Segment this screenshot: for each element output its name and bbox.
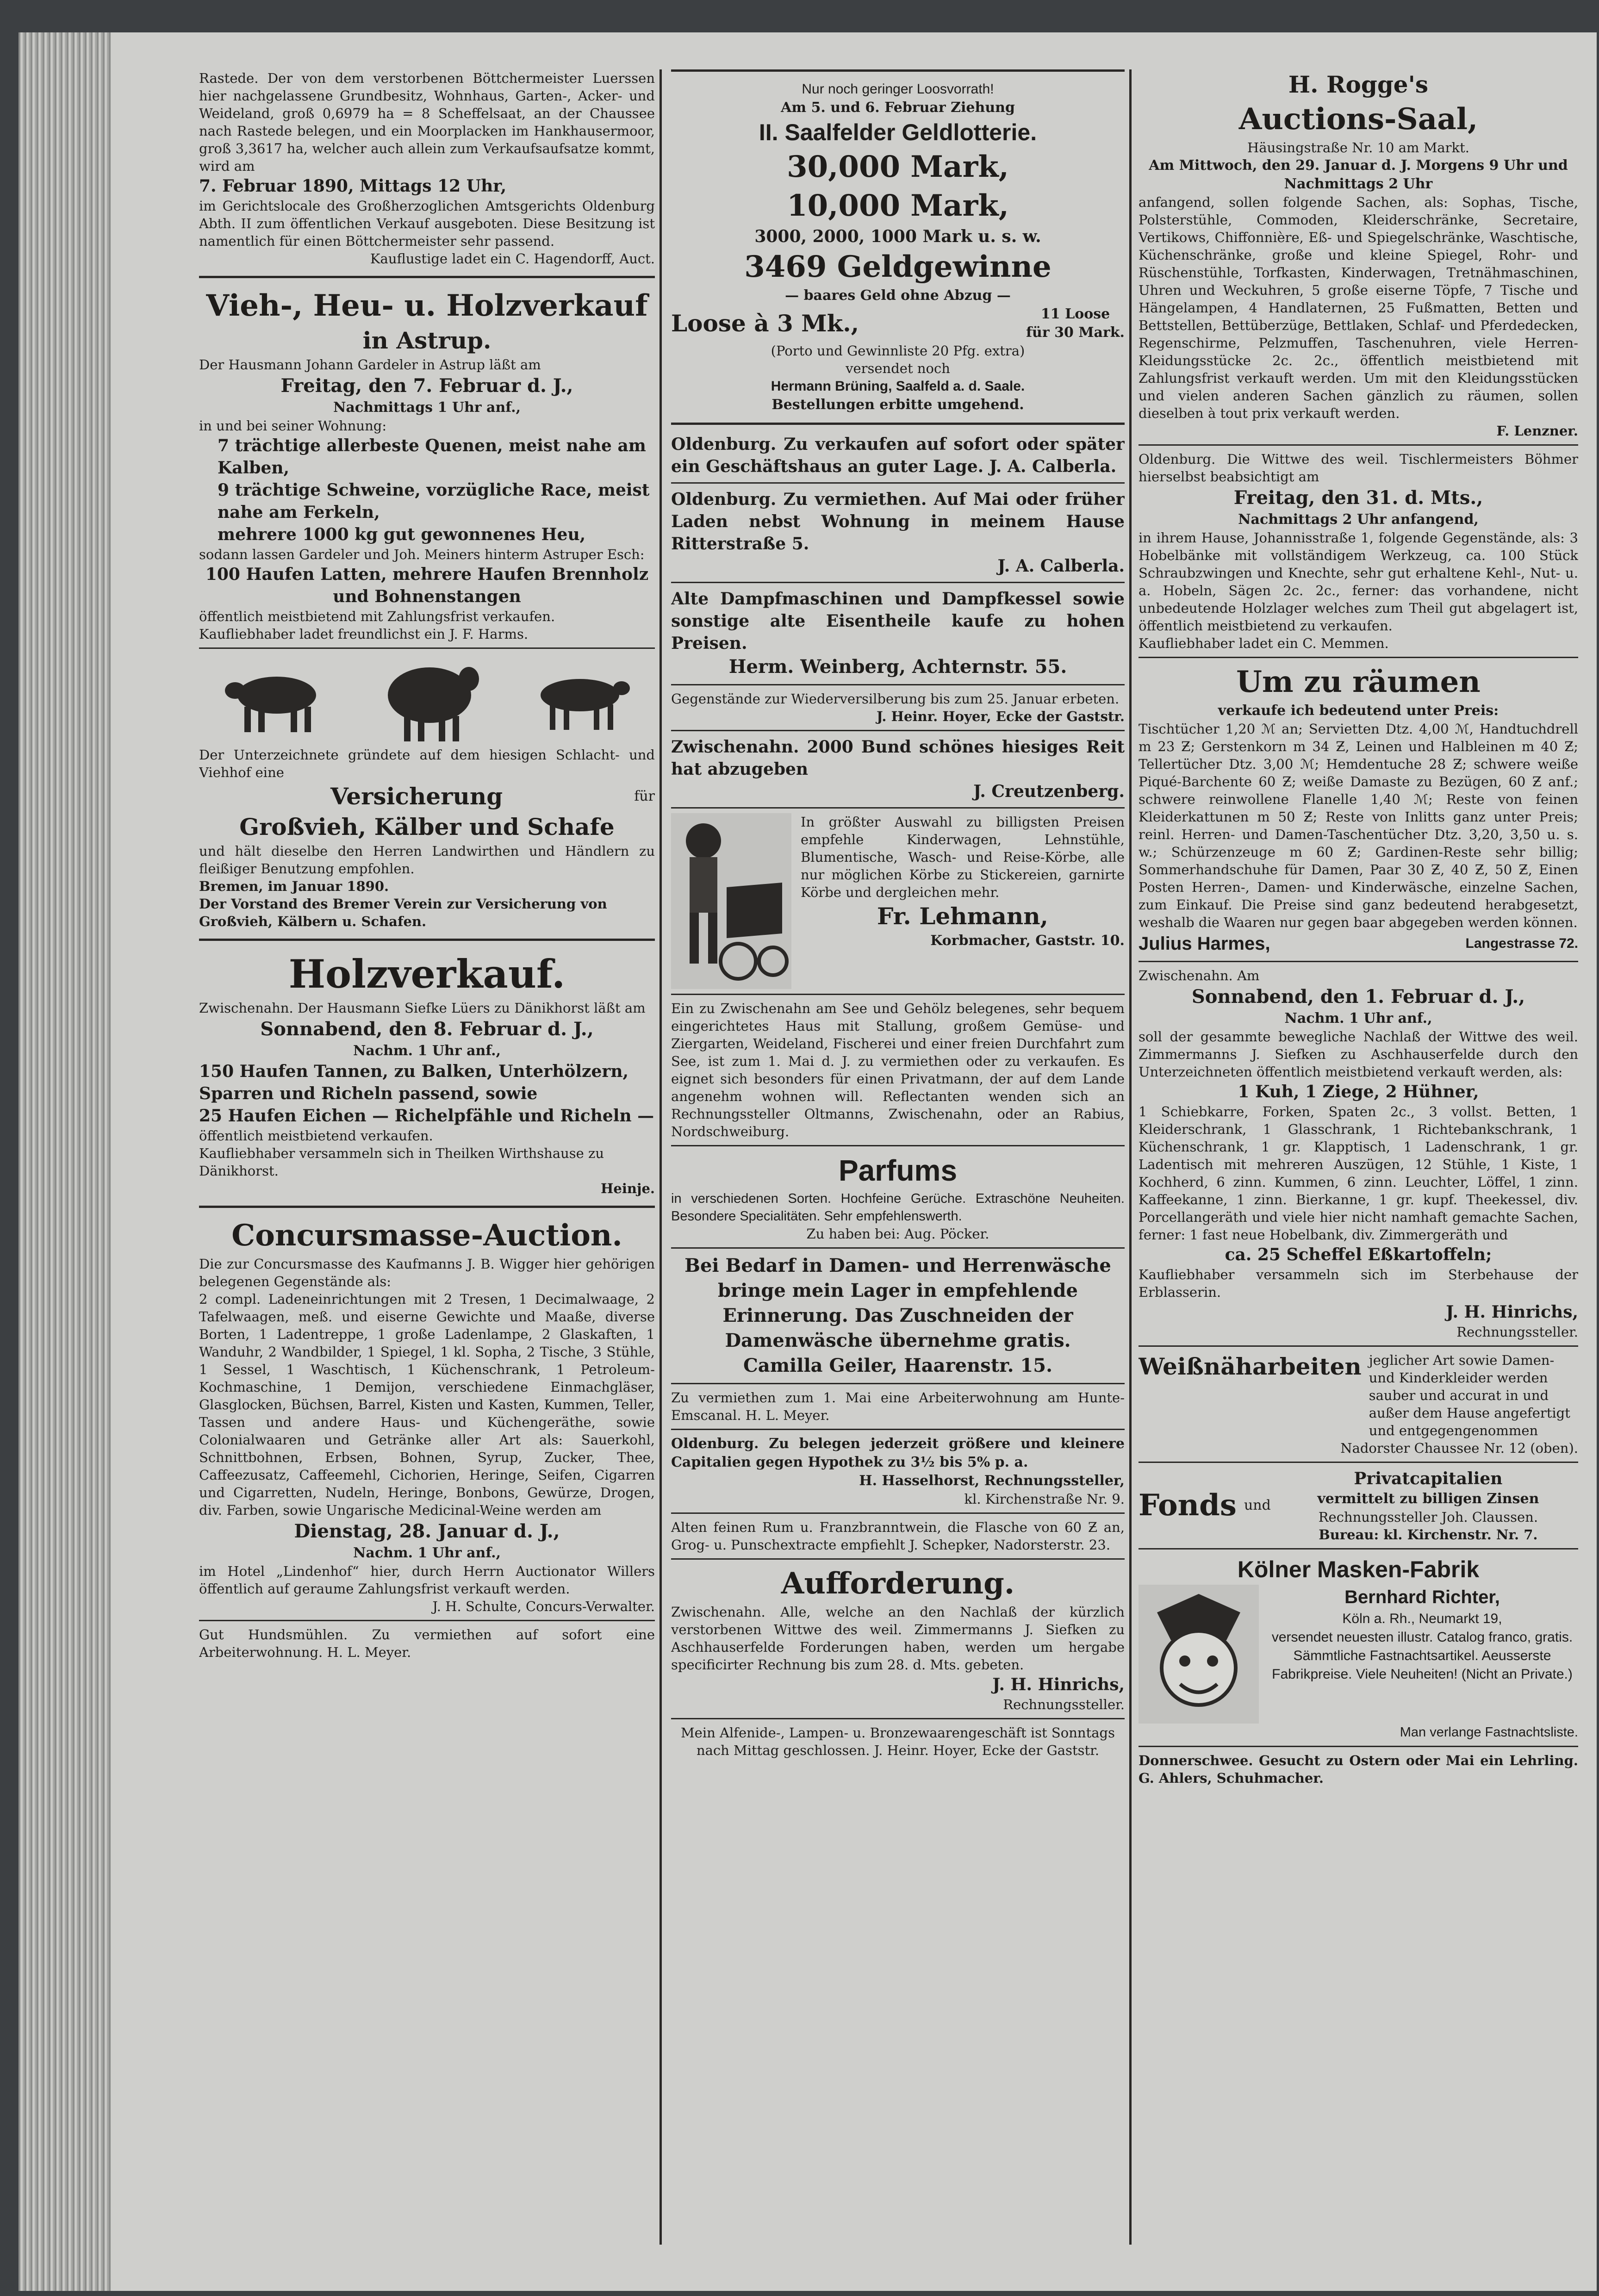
ad-body: Gegenstände zur Wiederversilberung bis zum 25. Januar erbeten. [671,691,1120,707]
ad-geiler [671,1253,1125,1378]
ad-body: Zwischenahn. Alle, welche an den Nachlaß der kürzlich verstorbenen Wittwe des weil. Zimmermanns J. Siefken zu Aschhauserfelde Forderungen haben, werden um hergabe specificirter Rechnung bis zum 28. d. Mts. gebeten. [671,1604,1125,1673]
ad-concurs [199,1216,655,1615]
ad-body: versendet neuesten illustr. Catalog franco, gratis. Sämmtliche Fastnachtsartikel. Aeusserste Fabrikpreise. Viele Neuheiten! (Nicht an Private.) [1271,1630,1573,1682]
ad-line: vermittelt zu billigen Zinsen [1317,1491,1539,1507]
ad-aufforderung [671,1564,1125,1713]
ad-banner: Nur noch geringer Loosvorrath! [802,81,994,97]
ad-date: 7. Februar 1890, Mittags 12 Uhr, [199,176,507,196]
ad-title: II. Saalfelder Geldlotterie. [759,119,1037,145]
ad-date: Freitag, den 7. Februar d. J., [280,375,573,397]
ad-body: in verschiedenen Sorten. Hochfeine Gerüche. Extraschöne Neuheiten. Besondere Specialitäten. Sehr empfehlenswerth. [671,1191,1125,1224]
ad-schepker: Alten feinen Rum u. Franzbranntwein, die Flasche von 60 Ƶ an, Grog- u. Punschextracte empfiehlt J. Schepker, Nadorsterstr. 23. [671,1519,1125,1553]
ad-body: Zwischenahn. Der Hausmann Siefke Lüers zu Dänikhorst läßt am [199,1000,646,1016]
ad-sign: H. Hasselhorst, Rechnungssteller, [859,1473,1125,1489]
ad-date: Freitag, den 31. d. Mts., [1233,487,1483,509]
ad-title: Großvieh, Kälber und Schafe [239,813,615,840]
ad-title: H. Rogge's [1288,71,1429,98]
ox-icon [224,665,330,734]
ad-weinberg [671,588,1125,679]
ad-time: Nachm. 1 Uhr anf., [353,1545,501,1561]
ad-title: Concursmasse-Auction. [231,1218,622,1253]
ad-body: öffentlich meistbietend mit Zahlungsfrist verkaufen. [199,609,555,624]
ad-lotterie [671,69,1125,414]
ad-ahlers: Donnerschwee. Gesucht zu Ostern oder Mai ein Lehrling. G. Ahlers, Schuhmacher. [1139,1753,1578,1786]
ad-sign: Der Vorstand des Bremer Verein zur Versicherung von Großvieh, Kälbern u. Schafen. [199,896,607,929]
ad-name: Hermann Brüning, Saalfeld a. d. Saale. [771,379,1025,394]
ad-sign: J. Creutzenberg. [973,782,1125,801]
ad-role: Rechnungssteller. [1003,1697,1125,1712]
ad-body: in und bei seiner Wohnung: [199,418,387,434]
ad-body: Oldenburg. Die Wittwe des weil. Tischlermeisters Böhmer hierselbst beabsichtigt am [1139,451,1578,485]
column-1 [199,69,655,2240]
ad-body: Kaufliebhaber versammeln sich in Theilken Wirthshause zu Dänikhorst. [199,1145,604,1179]
ad-item: 100 Haufen Latten, mehrere Haufen Brennholz und Bohnenstangen [205,565,649,606]
ad-body: und hält dieselbe den Herren Landwirthen und Händlern zu fleißiger Benutzung empfohlen. [199,843,655,877]
ad-title: Auctions-Saal, [1238,102,1478,137]
ad-sign: Kauflustige ladet ein C. Hagendorff, Auct. [370,251,655,267]
ad-sign: J. A. Calberla. [997,556,1125,576]
ad-body: Alte Dampfmaschinen und Dampfkessel sowie sonstige alte Eisentheile kaufe zu hohen Preisen. [671,589,1125,653]
ad-sign: Herm. Weinberg, Achternstr. 55. [728,656,1067,678]
ad-sign: Camilla Geiler, Haarenstr. 15. [743,1355,1053,1376]
sheep-icon [379,658,480,741]
ad-calberla-2 [671,488,1125,577]
ad-body: anfangend, sollen folgende Sachen, als: Sophas, Tische, Polsterstühle, Commoden, Kleiderschränke, Secretaire, Vertikows, Chiffonnière, Eß- und Spiegelschränke, Waschtische, Küchenschränke, große und kleine Spiegel, Rohr- und Rüschenstühle, Torfkasten, Kinderwagen, Tretnähmaschinen, Uhren und Weckuhren, 5 große eiserne Töpfe, 7 Tische und Hängelampen, 4 Handlaternen, 25 Fußmatten, Betten und Bettstellen, Bettüberzüge, Bettlaken, Schlaf- und Pferdedecken, Regenschirme, Pelzmuffen, Taschenuhren, viele Herren-Kleidungsstücke 2c. 2c., öffentlich meistbietend mit Zahlungsfrist verkauft werden. Um mit den Kleidungsstücken und vielen anderen Sachen gänzlich zu räumen, sollen dieselben à tout prix verkauft werden. [1139,194,1578,421]
ad-place: Bremen, im Januar 1890. [199,878,389,894]
ad-body: Bei Bedarf in Damen- und Herrenwäsche bringe mein Lager in empfehlende Erinnerung. Das Zuschneiden der Damenwäsche übernehme gratis. [684,1255,1111,1351]
ad-holzverkauf [199,949,655,1197]
ad-line: Rechnungssteller Joh. Claussen. [1318,1509,1538,1525]
ad-body: im Gerichtslocale des Großherzoglichen Amtsgerichts Oldenburg Abth. II zum öffentlichen Verkauf ausgeboten. Diese Besitzung ist namentlich für einen Böttchermeister sehr passend. [199,198,655,249]
ad-date: Dienstag, 28. Januar d. J., [294,1520,560,1542]
ad-hasselhorst [671,1435,1125,1508]
ad-prize: 30,000 Mark, [787,149,1009,184]
ad-loose-side: 11 Loose [1040,306,1110,322]
ad-item: 1 Kuh, 1 Ziege, 2 Hühner, [1238,1082,1479,1101]
ad-fuer: für [634,788,655,804]
ad-total: 3469 Geldgewinne [744,249,1051,284]
ad-title: Holzverkauf. [288,951,566,997]
ad-title: Fonds [1139,1488,1237,1523]
ad-body: jeglicher Art sowie Damen- und Kinderkleider werden sauber und accurat in und außer dem Hause angefertigt und entgegengenommen [1369,1352,1570,1438]
jester-mask-icon [1139,1585,1259,1724]
ad-lehmann [671,813,1125,989]
ad-addr: Köln a. Rh., Neumarkt 19, [1342,1611,1502,1626]
ad-tischler [1139,450,1578,652]
ad-rastede [199,69,655,268]
ad-item: ca. 25 Scheffel Eßkartoffeln; [1225,1245,1492,1264]
ad-item: 25 Haufen Eichen — Richelpfähle und Richeln — [199,1106,654,1126]
ad-addr: Korbmacher, Gaststr. 10. [930,933,1125,949]
ad-name: Fr. Lehmann, [877,902,1048,930]
ad-role: Rechnungssteller. [1456,1324,1578,1340]
ad-prizes: 3000, 2000, 1000 Mark u. s. w. [754,227,1041,246]
ad-sub: verkaufe ich bedeutend unter Preis: [1218,703,1499,719]
ad-sign: Kaufliebhaber ladet freundlichst ein J. F. Harms. [199,626,529,642]
ad-sign: Zu haben bei: Aug. Pöcker. [806,1226,989,1242]
ad-title: Parfums [838,1154,958,1187]
ad-prize: 10,000 Mark, [787,188,1009,223]
ad-addr: kl. Kirchenstraße Nr. 9. [964,1491,1125,1507]
page-edge [19,32,111,2291]
ad-raeumen [1139,663,1578,956]
ad-loose-side: für 30 Mark. [1026,324,1125,341]
ad-porto: (Porto und Gewinnliste 20 Pfg. extra) [771,343,1025,359]
ad-body: Oldenburg. Zu belegen jederzeit größere und kleinere Capitalien gegen Hypothek zu 3½ bis 5% p. a. [671,1436,1125,1470]
ad-body: 2 compl. Ladeneinrichtungen mit 2 Tresen, 1 Decimalwaage, 2 Tafelwaagen, meß. und eiserne Gewichte und Maaße, diverse Borten, 1 Ladentreppe, 1 große Ladenlampe, 2 Glaskaften, 1 Wanduhr, 2 Wandbilder, 1 Spiegel, 1 kl. Sopha, 2 Tische, 3 Stühle, 1 Sessel, 1 Waschtisch, 1 Küchenschrank, 1 Petroleum-Kochmaschine, 1 Demijon, verschiedene Einmachgläser, Glasglocken, Büchsen, Barrel, Kisten und Kasten, Kummen, Teller, Tassen und andere Haus- und Küchengeräthe, sowie Colonialwaaren und Getränke aller Art als: Sauerkohl, Schnittbohnen, Erbsen, Bohnen, Syrup, Zucker, Thee, Caffeezusatz, Caffeemehl, Cichorien, Heringe, Seifen, Cigarren und Cigarretten, Nudeln, Heringe, Bonbons, Gewürze, Drogen, div. Farben, sowie Ungarische Medicinal-Weine werden am [199,1291,655,1518]
column-rule [660,69,662,2245]
ad-item: mehrere 1000 kg gut gewonnenes Heu, [218,525,586,544]
ad-body: Zwischenahn. 2000 Bund schönes hiesiges Reit hat abzugeben [671,737,1125,779]
ad-parfums [671,1151,1125,1243]
ad-sign: J. H. Schulte, Concurs-Verwalter. [432,1599,655,1614]
ad-rogge [1139,69,1578,440]
ad-versicherung [199,653,655,930]
column-3 [1139,69,1578,2240]
ad-subtitle: in Astrup. [362,327,492,354]
ad-body: 1 Schiebkarre, Forken, Spaten 2c., 3 vollst. Betten, 1 Kleiderschrank, 1 Glasschrank, 1 Richtebankschrank, 1 Küchenschrank, 1 gr. Klapptisch, 1 Ladenschrank, 1 gr. Ladentisch mit mehreren Auszügen, 12 Stühle, 1 Kiste, 1 Kochherd, 6 zinn. Kummen, 6 zinn. Leuchter, Löffel, 1 zinn. Kaffeekanne, 1 zinn. Bierkanne, 1 gr. kupf. Theekessel, div. Porcellangeräth und viele hier nicht namhaft gemachte Sachen, ferner: 1 fast neue Hobelbank, div. Zimmergeräth und [1139,1104,1578,1243]
ad-weissnaeh [1139,1351,1578,1457]
ad-title: Aufforderung. [781,1566,1015,1601]
ad-sign: Kaufliebhaber ladet ein C. Memmen. [1139,635,1389,651]
ad-body: Rastede. Der von dem verstorbenen Böttchermeister Luerssen hier nachgelassene Grundbesitz, Wohnhaus, Garten-, Acker- und Weideland, groß 0,6979 ha = 8 Scheffelsaat, an der Chaussee nach Rastede belegen, und ein Moorplacken im Hankhausermoor, groß 3,3617 ha, welcher auch allein zum Verkaufsaufsatze kommt, wird am [199,70,655,174]
ad-line: Privatcapitalien [1354,1469,1503,1488]
ad-body: Zwischenahn. Am [1139,968,1260,983]
ad-body: Kaufliebhaber versammeln sich im Sterbehause der Erblasserin. [1139,1267,1578,1300]
column-2 [671,69,1125,2240]
ad-orders: Bestellungen erbitte umgehend. [772,397,1024,413]
ad-hoyer-2: Mein Alfenide-, Lampen- u. Bronzewaarengeschäft ist Sonntags nach Mittag geschlossen. J. Heinr. Hoyer, Ecke der Gaststr. [680,1725,1115,1758]
ad-title: Versicherung [330,783,503,810]
ad-body: Der Hausmann Johann Gardeler in Astrup läßt am [199,357,541,373]
ad-und: und [1244,1497,1271,1513]
ad-time: Nachmittags 2 Uhr anfangend, [1238,511,1479,528]
ad-sign: J. H. Hinrichs, [992,1675,1125,1694]
ad-creutzenberg [671,736,1125,803]
ad-sign: F. Lenzner. [1496,423,1578,439]
ad-date: Sonnabend, den 1. Februar d. J., [1191,986,1525,1008]
ad-title: Weißnäharbeiten [1139,1353,1362,1380]
ad-addr: Langestrasse 72. [1465,936,1578,951]
ad-body: Die zur Concursmasse des Kaufmanns J. B. Wigger hier gehörigen belegenen Gegenstände als: [199,1256,655,1289]
ad-viehverkauf [199,286,655,643]
ad-line: Bureau: kl. Kirchenstr. Nr. 7. [1319,1527,1538,1543]
ad-siefken [1139,967,1578,1341]
ad-body: im Hotel „Lindenhof“ hier, durch Herrn Auctionator Willers öffentlich auf geraume Zahlungsfrist verkauft werden. [199,1563,655,1597]
ad-body: in ihrem Hause, Johannisstraße 1, folgende Gegenstände, als: 3 Hobelbänke mit vollständigem Werkzeug, ca. 100 Stück Schraubzwingen und Knechte, sehr gut erhaltene Kehl-, Nut- u. a. Hobeln, Sägen 2c. 2c., ferner: das vorhandene, nicht unbedeutende Holzlager welches zum Theil gut abgelagert ist, öffentlich meistbietend zu verkaufen. [1139,530,1578,634]
ad-time: Nachmittags 1 Uhr anf., [333,399,521,416]
ad-date: Am Mittwoch, den 29. Januar d. J. Morgens 9 Uhr und Nachmittags 2 Uhr [1149,157,1568,192]
ad-time: Nachm. 1 Uhr anf., [1284,1010,1432,1027]
ad-hoyer [671,690,1125,725]
ad-sign: J. Heinr. Hoyer, Ecke der Gaststr. [876,709,1125,724]
ad-time: Nachm. 1 Uhr anf., [353,1043,501,1059]
ad-koelner [1139,1554,1578,1741]
ad-title: Vieh-, Heu- u. Holzverkauf [206,288,648,323]
ad-oltmanns: Ein zu Zwischenahn am See und Gehölz belegenes, sehr bequem eingerichtetes Haus mit Stallung, großem Gemüse- und Ziergarten, Weideland, Fischerei und einer freien Durchfahrt zum See, ist zum 1. Mai d. J. zu vermiethen oder zu verkaufen. Es eignet sich besonders für einen Privatmann, der auf dem Lande angenehm wohnen will. Reflectanten wenden sich an Rechnungssteller Oltmanns, Zwischenahn, oder an Rabius, Nordschweiburg. [671,1001,1125,1139]
ad-title: Kölner Masken-Fabrik [1237,1556,1480,1582]
ad-addr: Nadorster Chaussee Nr. 12 (oben). [1340,1440,1578,1456]
ad-hundsmuehlen: Gut Hundsmühlen. Zu vermiethen auf sofort eine Arbeiterwohnung. H. L. Meyer. [199,1627,655,1660]
ad-loose: Loose à 3 Mk., [671,310,859,337]
ad-body: In größter Auswahl zu billigsten Preisen empfehle Kinderwagen, Lehnstühle, Blumentische, Wasch- und Reise-Körbe, alle nur möglichen Körbe zu Stickereien, garnirte Körbe und dergleichen mehr. [801,814,1125,900]
ad-cash: — baares Geld ohne Abzug — [785,287,1011,304]
ad-body: Tischtücher 1,20 ℳ an; Servietten Dtz. 4,00 ℳ, Handtuchdrell m 23 Ƶ; Gerstenkorn m 34 Ƶ, Leinen und Halbleinen m 40 Ƶ; Tellertücher Dtz. 3,00 ℳ; Hemdentuche 28 Ƶ; schwere weiße Piqué-Barchente 60 Ƶ; weiße Damaste zu Bezügen, 60 Ƶ anf.; schwere reinwollene Flanelle 1,40 ℳ; Reste von feinen Kleiderkattunen m 50 Ƶ; Reste von Inlitts ganz unter Preis; reinl. Herren- und Damen-Taschentücher Dtz. 3,20, 3,50 u. s. w.; Schürzenzeuge m 60 Ƶ; Gardinen-Reste sehr billig; Sommerhandschuhe für Damen, Paar 30 Ƶ, 40 Ƶ, 50 Ƶ, Einen Posten Herren-, Damen- und Kinderwäsche, einzelne Sachen, zum Einkauf. Die Preise sind ganz bedeutend herabgesetzt, weshalb die Waaren nur gegen baar abgegeben werden können. [1139,721,1578,930]
ad-sign: J. H. Hinrichs, [1446,1302,1578,1322]
ad-item: 7 trächtige allerbeste Quenen, meist nahe am Kalben, [218,436,646,478]
ad-date: Sonnabend, den 8. Februar d. J., [260,1018,594,1040]
ad-meyer: Zu vermiethen zum 1. Mai eine Arbeiterwohnung am Hunte-Emscanal. H. L. Meyer. [671,1390,1125,1423]
ad-fonds [1139,1468,1578,1543]
ad-title: Um zu räumen [1236,665,1481,699]
ad-body: sodann lassen Gardeler und Joh. Meiners hinterm Astruper Esch: [199,547,645,562]
pram-icon [671,813,791,989]
ad-item: 150 Haufen Tannen, zu Balken, Unterhölzern, Sparren und Richeln passend, sowie [199,1062,629,1103]
ad-calberla: Oldenburg. Zu verkaufen auf sofort oder später ein Geschäftshaus an guter Lage. J. A. Calberla. [671,435,1125,476]
ad-body: soll der gesammte bewegliche Nachlaß der Wittwe des weil. Zimmermanns J. Siefken zu Aschhauserfelde durch den Unterzeichneten öffentlich meistbietend verkauft werden, als: [1139,1029,1578,1080]
ad-last: Man verlange Fastnachtsliste. [1400,1725,1578,1740]
ad-name: Julius Harmes, [1139,933,1270,954]
ad-name: Bernhard Richter, [1344,1587,1500,1607]
column-rule [1129,69,1132,2245]
ad-versendet: versendet noch [846,361,950,376]
ad-body: Oldenburg. Zu vermiethen. Auf Mai oder früher Laden nebst Wohnung in meinem Hause Ritterstraße 5. [671,490,1125,554]
cow-icon [529,667,631,732]
ad-addr: Häusingstraße Nr. 10 am Markt. [1247,140,1469,156]
ad-item: 9 trächtige Schweine, vorzügliche Race, meist nahe am Ferkeln, [218,480,650,522]
ad-sign: Heinje. [601,1181,655,1196]
ad-body: Der Unterzeichnete gründete auf dem hiesigen Schlacht- und Viehhof eine [199,747,655,780]
animal-illustration [199,653,655,746]
ad-body: öffentlich meistbietend verkaufen. [199,1128,433,1144]
ad-dates: Am 5. und 6. Februar Ziehung [781,100,1015,116]
